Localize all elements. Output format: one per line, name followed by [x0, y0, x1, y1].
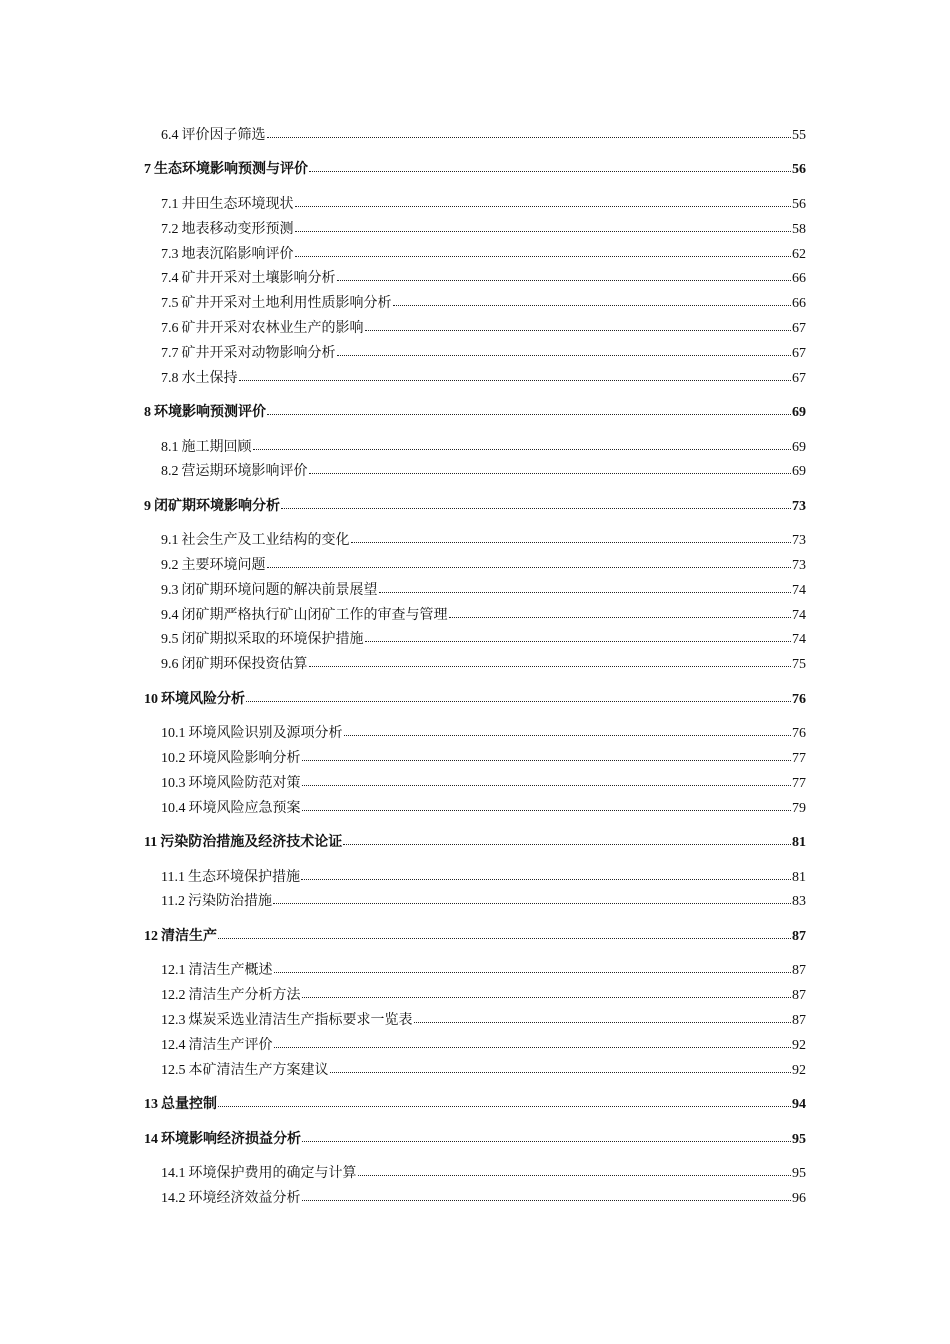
toc-entry-title: 环境风险分析 [161, 691, 245, 707]
toc-entry-title: 地表沉陷影响评价 [181, 246, 294, 262]
toc-entry-number: 9.3 [161, 582, 179, 598]
toc-entry-title: 本矿清洁生产方案建议 [188, 1062, 329, 1078]
toc-entry-number: 9.5 [161, 632, 179, 648]
dot-leader [274, 960, 792, 974]
toc-entry-page: 77 [792, 775, 806, 791]
dot-leader [302, 1129, 791, 1143]
toc-entry-page: 87 [792, 963, 806, 979]
toc-entry-number: 11 [144, 835, 158, 851]
toc-section-entry[interactable] [144, 267, 806, 292]
dot-leader [301, 867, 791, 881]
dot-leader [449, 605, 792, 619]
toc-entry-page: 69 [792, 405, 806, 421]
toc-section-entry[interactable] [144, 747, 806, 772]
toc-entry-page: 83 [792, 894, 806, 910]
dot-leader [267, 125, 792, 139]
toc-section-entry[interactable] [144, 1034, 806, 1059]
toc-entry-number: 8.1 [161, 439, 179, 455]
toc-entry-page: 95 [792, 1131, 806, 1147]
toc-entry-title: 施工期回顾 [181, 439, 252, 455]
toc-chapter-entry[interactable] [144, 925, 806, 950]
toc-section-entry[interactable] [144, 579, 806, 604]
dot-leader [365, 629, 792, 643]
toc-section-entry[interactable] [144, 959, 806, 984]
toc-entry-number: 9.6 [161, 657, 179, 673]
toc-entry-page: 74 [792, 582, 806, 598]
toc-entry-number: 12.1 [161, 963, 186, 979]
toc-entry-title: 环境影响预测评价 [154, 405, 266, 421]
toc-entry-page: 79 [792, 800, 806, 816]
toc-entry-number: 7.2 [161, 221, 179, 237]
toc-entry-number: 11.2 [161, 894, 185, 910]
dot-leader [379, 580, 792, 594]
toc-entry-title: 环境经济效益分析 [188, 1190, 301, 1206]
toc-chapter-entry[interactable] [144, 1093, 806, 1118]
toc-entry-page: 81 [792, 869, 806, 885]
dot-leader [246, 689, 791, 703]
toc-chapter-entry[interactable] [144, 688, 806, 713]
toc-entry-number: 6.4 [161, 128, 179, 143]
dot-leader [302, 1188, 792, 1202]
toc-entry-page: 67 [792, 345, 806, 361]
dot-leader [302, 985, 792, 999]
toc-entry-number: 9.2 [161, 558, 179, 574]
dot-leader [343, 832, 791, 846]
toc-entry-page: 62 [792, 246, 806, 262]
toc-section-entry[interactable] [144, 554, 806, 579]
toc-entry-title: 闭矿期严格执行矿山闭矿工作的审查与管理 [181, 607, 448, 623]
toc-entry-page: 74 [792, 607, 806, 623]
toc-entry-page: 56 [792, 162, 806, 178]
toc-entry-page: 87 [792, 1012, 806, 1028]
dot-leader [309, 654, 792, 668]
toc-entry-title: 污染防治措施及经济技术论证 [160, 835, 343, 851]
dot-leader [365, 318, 792, 332]
toc-section-entry[interactable] [144, 772, 806, 797]
dot-leader [295, 219, 792, 233]
toc-entry-title: 闭矿期环保投资估算 [181, 657, 308, 673]
toc-entry-number: 7.6 [161, 320, 179, 336]
toc-section-entry[interactable] [144, 436, 806, 461]
toc-section-entry[interactable] [144, 866, 806, 891]
dot-leader [358, 1163, 792, 1177]
toc-entry-page: 66 [792, 296, 806, 312]
toc-section-entry[interactable] [144, 124, 806, 149]
toc-entry-title: 清洁生产分析方法 [188, 988, 301, 1004]
toc-entry-page: 73 [792, 533, 806, 549]
toc-entry-number: 14.2 [161, 1190, 186, 1206]
toc-entry-title: 总量控制 [161, 1097, 217, 1113]
toc-entry-page: 92 [792, 1062, 806, 1078]
toc-entry-page: 55 [792, 128, 806, 143]
toc-entry-page: 67 [792, 370, 806, 386]
toc-entry-number: 13 [144, 1097, 158, 1113]
dot-leader [295, 244, 792, 258]
toc-entry-number: 7.5 [161, 296, 179, 312]
toc-chapter-entry[interactable] [144, 401, 806, 426]
toc-entry-page: 92 [792, 1037, 806, 1053]
toc-entry-number: 12.2 [161, 988, 186, 1004]
toc-entry-title: 地表移动变形预测 [181, 221, 294, 237]
dot-leader [344, 723, 792, 737]
toc-section-entry[interactable] [144, 1009, 806, 1034]
toc-entry-number: 7.8 [161, 370, 179, 386]
toc-entry-title: 清洁生产评价 [188, 1037, 273, 1053]
toc-section-entry[interactable] [144, 1187, 806, 1212]
toc-entry-title: 清洁生产概述 [188, 963, 273, 979]
toc-entry-page: 75 [792, 657, 806, 673]
toc-section-entry[interactable] [144, 890, 806, 915]
toc-entry-page: 56 [792, 196, 806, 212]
toc-entry-number: 8 [144, 405, 151, 421]
toc-entry-number: 12 [144, 928, 158, 944]
toc-entry-page: 73 [792, 498, 806, 514]
toc-entry-page: 67 [792, 320, 806, 336]
toc-section-entry[interactable] [144, 653, 806, 678]
toc-entry-number: 10 [144, 691, 158, 707]
toc-entry-title: 闭矿期拟采取的环境保护措施 [181, 632, 364, 648]
dot-leader [302, 748, 792, 762]
toc-entry-title: 闭矿期环境问题的解决前景展望 [181, 582, 378, 598]
toc-section-entry[interactable] [144, 984, 806, 1009]
toc-entry-page: 94 [792, 1097, 806, 1113]
toc-section-entry[interactable] [144, 604, 806, 629]
toc-entry-page: 96 [792, 1190, 806, 1206]
toc-entry-page: 87 [792, 988, 806, 1004]
toc-entry-number: 10.3 [161, 775, 186, 791]
toc-entry-title: 矿井开采对动物影响分析 [181, 345, 336, 361]
toc-entry-title: 社会生产及工业结构的变化 [181, 533, 350, 549]
toc-section-entry[interactable] [144, 529, 806, 554]
toc-entry-number: 14.1 [161, 1166, 186, 1181]
toc-entry-number: 10.1 [161, 726, 186, 742]
toc-section-entry[interactable] [144, 243, 806, 268]
toc-entry-title: 清洁生产 [161, 928, 217, 944]
toc-entry-page: 87 [792, 928, 806, 944]
toc-entry-title: 主要环境问题 [181, 558, 266, 574]
toc-entry-page: 81 [792, 835, 806, 851]
toc-entry-page: 66 [792, 271, 806, 287]
toc-entry-number: 11.1 [161, 869, 185, 885]
toc-section-entry[interactable] [144, 1162, 806, 1187]
toc-entry-number: 9.1 [161, 533, 179, 549]
dot-leader [273, 891, 791, 905]
dot-leader [253, 437, 792, 451]
toc-entry-page: 77 [792, 751, 806, 767]
toc-entry-title: 评价因子筛选 [181, 128, 266, 143]
toc-entry-title: 煤炭采选业清洁生产指标要求一览表 [188, 1012, 413, 1028]
toc-section-entry[interactable] [144, 628, 806, 653]
toc-section-entry[interactable] [144, 367, 806, 392]
toc-entry-page: 74 [792, 632, 806, 648]
dot-leader [302, 773, 792, 787]
toc-entry-number: 7.4 [161, 271, 179, 287]
toc-entry-title: 矿井开采对土壤影响分析 [181, 271, 336, 287]
toc-entry-page: 95 [792, 1166, 806, 1181]
toc-entry-title: 生态环境影响预测与评价 [154, 162, 308, 178]
toc-entry-page: 69 [792, 464, 806, 480]
toc-entry-title: 环境风险影响分析 [188, 751, 301, 767]
toc-section-entry[interactable] [144, 722, 806, 747]
toc-entry-title: 环境影响经济损益分析 [161, 1131, 301, 1147]
toc-entry-number: 12.3 [161, 1012, 186, 1028]
toc-entry-number: 9.4 [161, 607, 179, 623]
toc-section-entry[interactable] [144, 460, 806, 485]
dot-leader [351, 530, 792, 544]
toc-chapter-entry[interactable] [144, 831, 806, 856]
toc-section-entry[interactable] [144, 292, 806, 317]
toc-entry-number: 7.3 [161, 246, 179, 262]
toc-entry-number: 9 [144, 498, 151, 514]
toc-entry-number: 10.4 [161, 800, 186, 816]
toc-entry-title: 矿井开采对土地利用性质影响分析 [181, 296, 392, 312]
toc-entry-title: 闭矿期环境影响分析 [154, 498, 280, 514]
toc-section-entry[interactable] [144, 317, 806, 342]
dot-leader [239, 368, 792, 382]
toc-entry-page: 76 [792, 691, 806, 707]
toc-entry-title: 营运期环境影响评价 [181, 464, 308, 480]
toc-entry-number: 8.2 [161, 464, 179, 480]
dot-leader [309, 159, 791, 173]
toc-section-entry[interactable] [144, 797, 806, 822]
dot-leader [274, 1035, 792, 1049]
toc-section-entry[interactable] [144, 342, 806, 367]
toc-entry-title: 水土保持 [181, 370, 238, 386]
toc-entry-number: 7 [144, 162, 151, 178]
dot-leader [337, 268, 792, 282]
toc-entry-title: 矿井开采对农林业生产的影响 [181, 320, 364, 336]
dot-leader [330, 1060, 792, 1074]
toc-entry-page: 69 [792, 439, 806, 455]
toc-entry-number: 12.5 [161, 1062, 186, 1078]
toc-chapter-entry[interactable] [144, 158, 806, 183]
dot-leader [309, 461, 792, 475]
dot-leader [218, 926, 791, 940]
dot-leader [337, 343, 792, 357]
toc-entry-title: 环境保护费用的确定与计算 [188, 1166, 357, 1181]
dot-leader [393, 293, 792, 307]
toc-section-entry[interactable] [144, 1059, 806, 1084]
toc-entry-title: 井田生态环境现状 [181, 196, 294, 212]
toc-entry-title: 环境风险防范对策 [188, 775, 301, 791]
toc-entry-number: 7.7 [161, 345, 179, 361]
toc-entry-number: 10.2 [161, 751, 186, 767]
toc-entry-number: 7.1 [161, 196, 179, 212]
toc-entry-title: 环境风险识别及源项分析 [188, 726, 343, 742]
dot-leader [302, 798, 792, 812]
toc-chapter-entry[interactable] [144, 1128, 806, 1153]
dot-leader [218, 1094, 791, 1108]
toc-chapter-entry[interactable] [144, 495, 806, 520]
dot-leader [414, 1010, 792, 1024]
toc-section-entry[interactable] [144, 193, 806, 218]
toc-entry-page: 58 [792, 221, 806, 237]
table-of-contents [144, 124, 806, 1212]
toc-entry-title: 环境风险应急预案 [188, 800, 301, 816]
dot-leader [267, 402, 791, 416]
toc-entry-title: 污染防治措施 [187, 894, 272, 910]
toc-entry-number: 14 [144, 1131, 158, 1147]
toc-entry-page: 76 [792, 726, 806, 742]
dot-leader [295, 194, 792, 208]
toc-entry-title: 生态环境保护措施 [187, 869, 300, 885]
toc-entry-page: 73 [792, 558, 806, 574]
dot-leader [281, 496, 791, 510]
dot-leader [267, 555, 792, 569]
toc-entry-number: 12.4 [161, 1037, 186, 1053]
toc-section-entry[interactable] [144, 218, 806, 243]
